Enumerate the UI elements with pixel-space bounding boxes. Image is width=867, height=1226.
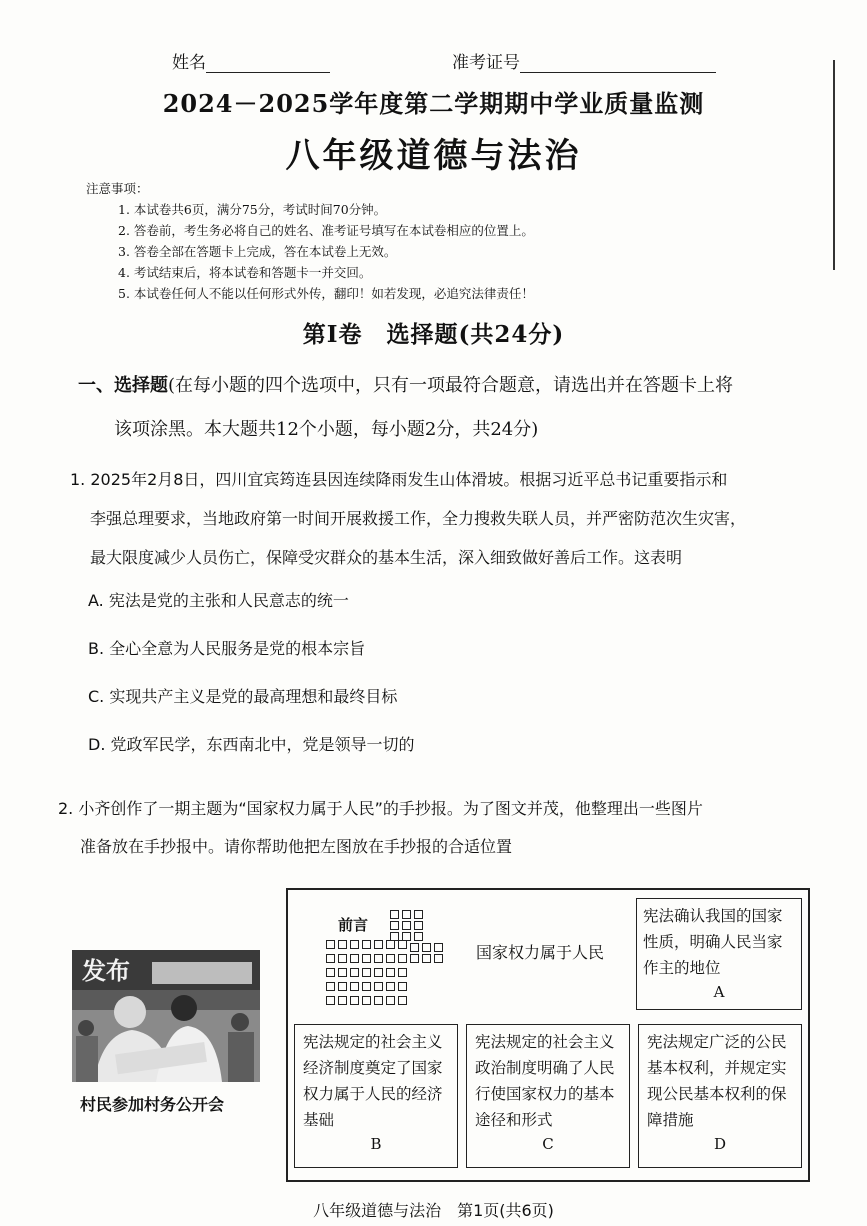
placeholder-square [326,968,335,977]
placeholder-square [326,954,335,963]
poster-box-c-letter: C [542,1135,554,1153]
placeholder-square [350,982,359,991]
question-1-option-b: B. 全心全意为人民服务是党的根本宗旨 [88,639,366,658]
photo-illustration [72,950,260,1082]
placeholder-square [350,954,359,963]
question-1-option-c: C. 实现共产主义是党的最高理想和最终目标 [88,687,398,706]
placeholder-square [402,910,411,919]
question-2 [58,790,838,866]
poster-box-d[interactable] [638,1024,802,1168]
poster-box-b-text: 宪法规定的社会主义经济制度奠定了国家权力属于人民的经济基础 [303,1033,443,1129]
poster-box-a-letter: A [713,983,725,1001]
placeholder-square [414,932,423,941]
placeholder-square [374,940,383,949]
placeholder-square [422,954,431,963]
placeholder-square [390,921,399,930]
placeholder-square [398,982,407,991]
placeholder-square [434,943,443,952]
placeholder-square [374,954,383,963]
notice-item: 4. 考试结束后，将本试卷和答题卡一并交回。 [118,265,372,280]
section-instructions [78,364,818,452]
name-label: 姓名 [172,53,206,73]
placeholder-square [410,954,419,963]
subject-title: 八年级道德与法治 [285,136,582,176]
placeholder-square [386,982,395,991]
placeholder-square [398,954,407,963]
section-title: 第Ⅰ卷 选择题(共24分) [302,321,565,348]
poster-box-c[interactable] [466,1024,630,1168]
poster-box-b-letter: B [370,1135,382,1153]
placeholder-square [386,954,395,963]
notice-item: 2. 答卷前，考生务必将自己的姓名、准考证号填写在本试卷相应的位置上。 [118,223,534,238]
question-1-stem-line: 1. 2025年2月8日，四川宜宾筠连县因连续降雨发生山体滑坡。根据习近平总书记重要指示和 [70,470,728,489]
placeholder-square [398,996,407,1005]
preface-label: 前言 [338,916,369,934]
photo-sign-text: 发布 [82,957,130,985]
placeholder-square [350,996,359,1005]
placeholder-square [326,940,335,949]
poster-box-a[interactable] [636,898,802,1010]
page-footer: 八年级道德与法治 第1页(共6页) [313,1201,554,1220]
poster-theme-text: 国家权力属于人民 [476,943,605,962]
placeholder-square [386,968,395,977]
instructions-line: (在每小题的四个选项中，只有一项最符合题意，请选出并在答题卡上将 [168,375,734,396]
notice-item: 3. 答卷全部在答题卡上完成，答在本试卷上无效。 [118,244,397,259]
placeholder-square [386,996,395,1005]
placeholder-square [386,940,395,949]
question-1-stem-line: 最大限度减少人员伤亡，保障受灾群众的基本生活，深入细致做好善后工作。这表明 [90,548,683,567]
poster-box-c-text: 宪法规定的社会主义政治制度明确了人民行使国家权力的基本途径和形式 [475,1033,615,1129]
placeholder-square [326,982,335,991]
placeholder-square [362,968,371,977]
question-2-stem-line: 2. 小齐创作了一期主题为“国家权力属于人民”的手抄报。为了图文并茂，他整理出一些图片 [58,799,703,818]
question-1-option-a: A. 宪法是党的主张和人民意志的统一 [88,591,349,610]
question-1 [70,460,830,769]
placeholder-square [402,921,411,930]
village-meeting-photo [72,950,260,1082]
exam-number-blank-line [520,54,716,73]
placeholder-square [414,921,423,930]
instructions-line: 该项涂黑。本大题共12个小题，每小题2分，共24分) [114,419,539,440]
notice-block [86,178,534,304]
name-field [172,48,330,73]
placeholder-square [410,943,419,952]
notice-heading: 注意事项： [86,181,149,196]
placeholder-square [398,968,407,977]
poster-box-d-text: 宪法规定广泛的公民基本权利，并规定实现公民基本权利的保障措施 [647,1033,787,1129]
photo-caption: 村民参加村务公开会 [80,1095,225,1114]
placeholder-square [350,940,359,949]
name-blank-line [206,54,330,73]
placeholder-square [374,996,383,1005]
placeholder-square [374,982,383,991]
placeholder-square [350,968,359,977]
placeholder-square [362,940,371,949]
notice-item: 5. 本试卷任何人不能以任何形式外传，翻印！如若发现，必追究法律责任！ [118,286,534,301]
placeholder-square [326,996,335,1005]
placeholder-square [414,910,423,919]
handwritten-newspaper-layout [286,888,810,1182]
placeholder-square [338,940,347,949]
placeholder-square [362,996,371,1005]
placeholder-square [362,954,371,963]
placeholder-square [362,982,371,991]
placeholder-square [338,982,347,991]
placeholder-square [422,943,431,952]
placeholder-square [338,954,347,963]
question-1-option-d: D. 党政军民学，东西南北中，党是领导一切的 [88,735,415,754]
exam-title: 2024－2025学年度第二学期期中学业质量监测 [162,89,705,118]
instructions-lead: 一、选择题 [78,375,168,396]
question-1-stem-line: 李强总理要求，当地政府第一时间开展救援工作，全力搜救失联人员，并严密防范次生灾害， [90,509,747,528]
placeholder-square [374,968,383,977]
notice-item: 1. 本试卷共6页，满分75分，考试时间70分钟。 [118,202,387,217]
poster-box-b[interactable] [294,1024,458,1168]
placeholder-square [338,996,347,1005]
question-2-stem-line: 准备放在手抄报中。请你帮助他把左图放在手抄报的合适位置 [80,837,513,856]
placeholder-square [398,940,407,949]
placeholder-square [434,954,443,963]
poster-box-a-text: 宪法确认我国的国家性质，明确人民当家作主的地位 [643,907,783,977]
exam-number-field [452,48,716,73]
exam-number-label: 准考证号 [452,53,520,73]
placeholder-square [338,968,347,977]
placeholder-square [390,910,399,919]
poster-box-d-letter: D [713,1135,727,1153]
